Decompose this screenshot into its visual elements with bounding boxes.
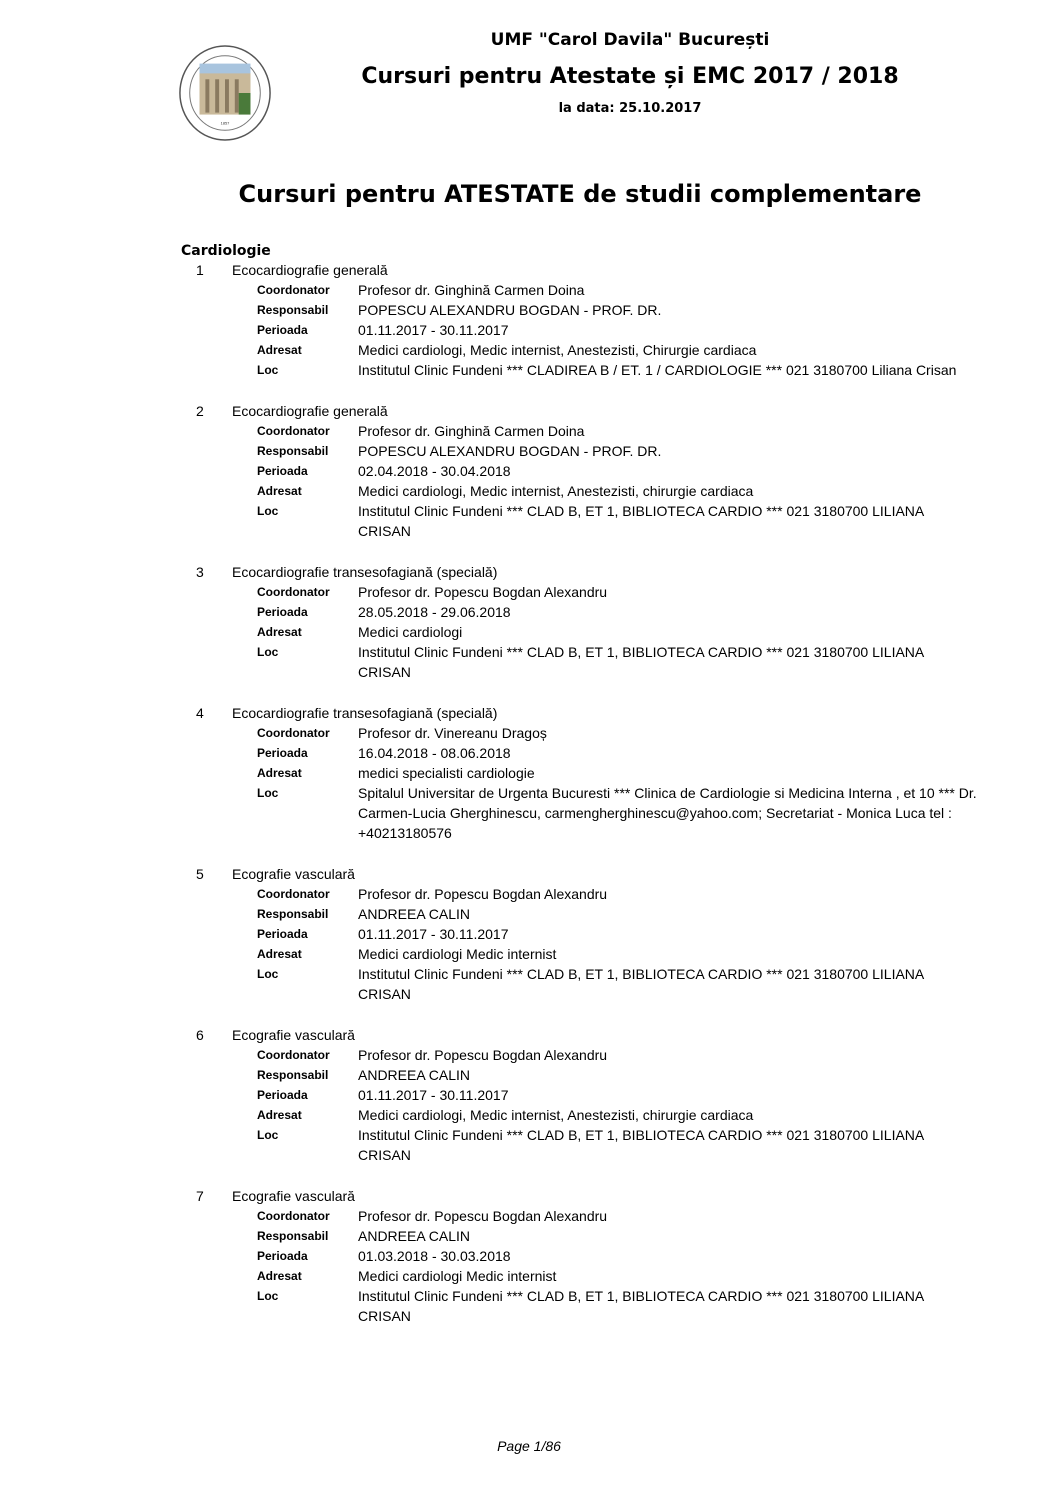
field-value: Medici cardiologi Medic internist [358, 946, 557, 962]
course-field [181, 320, 1001, 340]
course-header [181, 562, 1001, 582]
field-label: Loc [257, 363, 279, 377]
field-value: POPESCU ALEXANDRU BOGDAN - PROF. DR. [358, 302, 662, 318]
field-value: Institutul Clinic Fundeni *** CLAD B, ET 1, BIBLIOTECA CARDIO *** 021 3180700 LILIANA CRISAN [358, 966, 924, 1002]
course-field [181, 441, 1001, 461]
field-label: Responsabil [257, 444, 329, 458]
field-value: 01.03.2018 - 30.03.2018 [358, 1248, 511, 1264]
course-field [181, 280, 1001, 300]
field-value: Institutul Clinic Fundeni *** CLAD B, ET 1, BIBLIOTECA CARDIO *** 021 3180700 LILIANA CRISAN [358, 1127, 924, 1163]
field-label: Responsabil [257, 1229, 329, 1243]
field-label: Responsabil [257, 907, 329, 921]
field-value: Medici cardiologi, Medic internist, Anestezisti, chirurgie cardiaca [358, 1107, 754, 1123]
course-header [181, 1186, 1001, 1206]
course-field [181, 481, 1001, 501]
field-value: Institutul Clinic Fundeni *** CLAD B, ET 1, BIBLIOTECA CARDIO *** 021 3180700 LILIANA CRISAN [358, 644, 924, 680]
course-field [181, 1226, 1001, 1246]
field-value: Medici cardiologi [358, 624, 463, 640]
course-field [181, 884, 1001, 904]
field-value: 28.05.2018 - 29.06.2018 [358, 604, 511, 620]
course-name: Ecocardiografie transesofagiană (specială) [232, 705, 498, 721]
course-number: 4 [196, 705, 204, 721]
section-heading: Cardiologie [181, 243, 271, 259]
field-label: Loc [257, 1128, 279, 1142]
field-label: Perioada [257, 464, 308, 478]
field-label: Coordonator [257, 726, 330, 740]
course-name: Ecografie vasculară [232, 1027, 355, 1043]
field-value: Profesor dr. Ginghină Carmen Doina [358, 282, 585, 298]
document-title: Cursuri pentru Atestate și EMC 2017 / 2018 [361, 64, 899, 89]
field-label: Coordonator [257, 424, 330, 438]
field-label: Perioada [257, 927, 308, 941]
field-label: Coordonator [257, 585, 330, 599]
field-label: Loc [257, 504, 279, 518]
course-entry [181, 703, 1001, 843]
field-value: ANDREEA CALIN [358, 1067, 471, 1083]
course-field [181, 904, 1001, 924]
course-field [181, 1065, 1001, 1085]
field-label: Adresat [257, 1108, 302, 1122]
institution-name: UMF "Carol Davila" București [490, 30, 770, 50]
field-label: Responsabil [257, 303, 329, 317]
course-name: Ecografie vasculară [232, 1188, 355, 1204]
field-value: Institutul Clinic Fundeni *** CLAD B, ET 1, BIBLIOTECA CARDIO *** 021 3180700 LILIANA CRISAN [358, 503, 924, 539]
field-label: Adresat [257, 484, 302, 498]
field-label: Perioada [257, 746, 308, 760]
field-value: 16.04.2018 - 08.06.2018 [358, 745, 511, 761]
field-value: Institutul Clinic Fundeni *** CLADIREA B / ET. 1 / CARDIOLOGIE *** 021 3180700 Liliana Crisan [358, 362, 957, 378]
course-number: 1 [196, 262, 204, 278]
field-label: Adresat [257, 343, 302, 357]
course-field [181, 461, 1001, 481]
field-value: POPESCU ALEXANDRU BOGDAN - PROF. DR. [358, 443, 662, 459]
document-date: la data: 25.10.2017 [558, 101, 702, 116]
field-label: Perioada [257, 605, 308, 619]
field-label: Adresat [257, 766, 302, 780]
field-value: Profesor dr. Popescu Bogdan Alexandru [358, 584, 608, 600]
course-field [181, 582, 1001, 602]
course-field [181, 421, 1001, 441]
field-value: Medici cardiologi Medic internist [358, 1268, 557, 1284]
course-header [181, 703, 1001, 723]
course-field [181, 1286, 1001, 1326]
field-label: Loc [257, 786, 279, 800]
course-field [181, 743, 1001, 763]
field-label: Loc [257, 645, 279, 659]
field-label: Adresat [257, 947, 302, 961]
course-name: Ecocardiografie generală [232, 262, 388, 278]
course-field [181, 964, 1001, 1004]
course-name: Ecocardiografie transesofagiană (specială) [232, 564, 498, 580]
page-number: Page 1/86 [497, 1438, 561, 1454]
course-field [181, 1105, 1001, 1125]
course-field [181, 602, 1001, 622]
page-title: Cursuri pentru ATESTATE de studii complementare [238, 180, 922, 208]
course-number: 2 [196, 403, 204, 419]
course-entry [181, 1025, 1001, 1165]
university-logo [176, 44, 274, 142]
course-entry [181, 1186, 1001, 1326]
course-header [181, 1025, 1001, 1045]
course-header [181, 864, 1001, 884]
field-label: Perioada [257, 1088, 308, 1102]
field-value: 02.04.2018 - 30.04.2018 [358, 463, 511, 479]
course-field [181, 300, 1001, 320]
field-value: Profesor dr. Vinereanu Dragoș [358, 725, 547, 741]
course-field [181, 642, 1001, 682]
course-field [181, 783, 1001, 843]
field-value: Spitalul Universitar de Urgenta Bucuresti *** Clinica de Cardiologie si Medicina Interna , et 10 *** Dr. Carmen-Lucia Gherghinescu, carmengherghinescu@yahoo.com; Secretariat - Monica Luca tel : +40213180576 [358, 785, 977, 841]
field-label: Adresat [257, 1269, 302, 1283]
course-header [181, 401, 1001, 421]
course-entry [181, 562, 1001, 682]
field-value: Institutul Clinic Fundeni *** CLAD B, ET 1, BIBLIOTECA CARDIO *** 021 3180700 LILIANA CRISAN [358, 1288, 924, 1324]
field-value: Profesor dr. Popescu Bogdan Alexandru [358, 1208, 608, 1224]
course-number: 3 [196, 564, 204, 580]
field-label: Responsabil [257, 1068, 329, 1082]
course-field [181, 501, 1001, 541]
field-label: Coordonator [257, 1048, 330, 1062]
course-entry [181, 401, 1001, 541]
field-value: ANDREEA CALIN [358, 1228, 471, 1244]
field-value: Profesor dr. Ginghină Carmen Doina [358, 423, 585, 439]
field-label: Loc [257, 1289, 279, 1303]
svg-text:1857: 1857 [220, 120, 230, 126]
course-name: Ecocardiografie generală [232, 403, 388, 419]
field-value: Profesor dr. Popescu Bogdan Alexandru [358, 886, 608, 902]
course-number: 6 [196, 1027, 204, 1043]
course-field [181, 1085, 1001, 1105]
course-number: 5 [196, 866, 204, 882]
course-entry [181, 864, 1001, 1004]
field-label: Perioada [257, 323, 308, 337]
field-value: Medici cardiologi, Medic internist, Anestezisti, chirurgie cardiaca [358, 483, 754, 499]
field-label: Loc [257, 967, 279, 981]
field-value: medici specialisti cardiologie [358, 765, 535, 781]
course-header [181, 260, 1001, 280]
field-value: 01.11.2017 - 30.11.2017 [358, 926, 509, 942]
course-field [181, 723, 1001, 743]
course-entry [181, 260, 1001, 380]
field-value: ANDREEA CALIN [358, 906, 471, 922]
course-field [181, 360, 1001, 380]
field-label: Coordonator [257, 283, 330, 297]
field-value: 01.11.2017 - 30.11.2017 [358, 1087, 509, 1103]
field-label: Adresat [257, 625, 302, 639]
course-field [181, 1045, 1001, 1065]
field-label: Coordonator [257, 887, 330, 901]
course-list [181, 242, 1001, 1347]
field-label: Perioada [257, 1249, 308, 1263]
course-number: 7 [196, 1188, 204, 1204]
field-value: Profesor dr. Popescu Bogdan Alexandru [358, 1047, 608, 1063]
course-field [181, 1266, 1001, 1286]
course-field [181, 340, 1001, 360]
course-field [181, 1246, 1001, 1266]
course-name: Ecografie vasculară [232, 866, 355, 882]
course-field [181, 1125, 1001, 1165]
course-field [181, 944, 1001, 964]
field-label: Coordonator [257, 1209, 330, 1223]
course-field [181, 622, 1001, 642]
course-field [181, 1206, 1001, 1226]
course-field [181, 924, 1001, 944]
field-value: 01.11.2017 - 30.11.2017 [358, 322, 509, 338]
field-value: Medici cardiologi, Medic internist, Anestezisti, Chirurgie cardiaca [358, 342, 757, 358]
course-field [181, 763, 1001, 783]
